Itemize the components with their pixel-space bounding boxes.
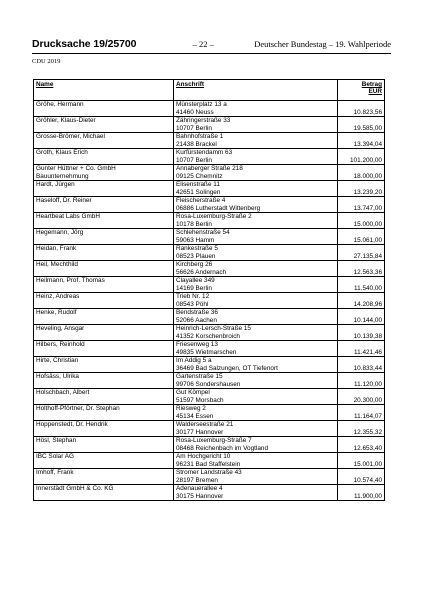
donation-amount: 19.585,00	[338, 117, 385, 133]
donation-amount: 15.061,00	[338, 229, 385, 245]
donor-address-cell	[174, 261, 338, 277]
donor-name: Holschbach, Albert	[36, 389, 90, 396]
table-row	[34, 133, 385, 149]
donor-name-cell	[34, 165, 174, 181]
donor-address-cell	[174, 453, 338, 469]
donation-amount: 10.139,38	[338, 325, 385, 341]
table-row	[34, 293, 385, 309]
donor-name-cell	[34, 469, 174, 485]
table-row	[34, 277, 385, 293]
table-row	[34, 165, 385, 181]
donation-amount: 13.747,00	[338, 197, 385, 213]
donation-amount: 11.164,07	[338, 405, 385, 421]
donor-name: Heartbeat Labs GmbH	[36, 213, 100, 220]
donor-name: IBC Solar AG	[36, 453, 75, 460]
donation-amount: 11.900,00	[338, 485, 385, 501]
address-street: Adenauerallee 4	[176, 485, 223, 492]
donor-name-cell	[34, 357, 174, 373]
donation-amount: 12.355,32	[338, 421, 385, 437]
donor-name: Haseloff, Dr. Reiner	[36, 197, 92, 204]
table-row	[34, 437, 385, 453]
address-city: 30175 Hannover	[176, 492, 224, 500]
donor-name-cell	[34, 485, 174, 501]
address-street: Rankestraße 5	[176, 245, 218, 252]
table-row	[34, 245, 385, 261]
donation-amount: 10.144,00	[338, 309, 385, 325]
address-street: Bendstraße 36	[176, 309, 218, 316]
address-street: Im Addig 5 a	[176, 357, 212, 364]
donor-name: Grosse-Brömer, Michael	[36, 133, 105, 140]
donor-name: Hirte, Christian	[36, 357, 79, 364]
address-city: 51597 Morsbach	[176, 396, 224, 404]
column-header-amount	[338, 80, 385, 101]
address-city: 36469 Bad Salzungen, OT Tiefenort	[176, 364, 278, 372]
donor-name-cell	[34, 261, 174, 277]
table-row	[34, 453, 385, 469]
table-row	[34, 341, 385, 357]
donation-amount: 10.574,40	[338, 469, 385, 485]
donor-address-cell	[174, 213, 338, 229]
donor-name: Hofsäss, Ulrika	[36, 373, 79, 380]
page-header	[32, 38, 391, 52]
address-street: Gartenstraße 15	[176, 373, 223, 380]
donor-name-cell	[34, 149, 174, 165]
donor-name: Gunter Hüttner + Co. GmbH	[36, 165, 116, 172]
address-city: 08523 Plauen	[176, 252, 216, 260]
donor-name: Heilmann, Prof. Thomas	[36, 277, 105, 284]
donor-name: Hardt, Jürgen	[36, 181, 75, 188]
table-row	[34, 181, 385, 197]
donor-address-cell	[174, 389, 338, 405]
donation-amount: 11.421,46	[338, 341, 385, 357]
address-city: 10707 Berlin	[176, 156, 212, 164]
address-street: Fleischerstraße 4	[176, 197, 226, 204]
donation-amount: 18.000,00	[338, 165, 385, 181]
table-row	[34, 373, 385, 389]
address-city: 06886 Lutherstadt Wittenberg	[176, 204, 261, 212]
column-header-address: Anschrift	[174, 80, 338, 101]
address-street: Kurfürstendamm 63	[176, 149, 233, 156]
donor-name-cell	[34, 325, 174, 341]
table-row	[34, 325, 385, 341]
address-city: 21438 Brackel	[176, 140, 217, 148]
donor-address-cell	[174, 117, 338, 133]
donor-address-cell	[174, 197, 338, 213]
address-city: 08543 Pöhl	[176, 300, 209, 308]
address-city: 10707 Berlin	[176, 124, 212, 132]
donor-name-cell	[34, 277, 174, 293]
table-body	[34, 101, 385, 501]
table-row	[34, 149, 385, 165]
address-city: 30177 Hannover	[176, 428, 224, 436]
donor-address-cell	[174, 165, 338, 181]
document-prefix: Drucksache 19/	[32, 38, 108, 50]
donation-amount: 12.563,36	[338, 261, 385, 277]
address-city: 41352 Korschenbroich	[176, 332, 240, 340]
donor-address-cell	[174, 309, 338, 325]
table-row	[34, 469, 385, 485]
donor-address-cell	[174, 405, 338, 421]
donation-amount: 13.394,04	[338, 133, 385, 149]
donor-name: Hoppenstedt, Dr. Hendrik	[36, 421, 108, 428]
address-street: Bahnhofstraße 1	[176, 133, 224, 140]
donor-name-cell	[34, 389, 174, 405]
donation-amount: 20.300,00	[338, 389, 385, 405]
donor-name-cell	[34, 293, 174, 309]
donor-name: Gröhler, Klaus-Dieter	[36, 117, 96, 124]
address-street: Elisenstraße 11	[176, 181, 220, 188]
address-street: Stromer Landstraße 43	[176, 469, 242, 476]
page-number: – 22 –	[192, 39, 214, 49]
address-city: 59063 Hamm	[176, 236, 215, 244]
donor-name-cell	[34, 133, 174, 149]
donor-name: Hegemann, Jörg	[36, 229, 84, 236]
donor-address-cell	[174, 469, 338, 485]
donor-name: Hilbers, Reinhold	[36, 341, 85, 348]
amount-header-line2: EUR	[368, 88, 382, 95]
donor-address-cell	[174, 293, 338, 309]
donation-amount: 10.833,44	[338, 357, 385, 373]
donation-amount: 10.823,56	[338, 101, 385, 117]
table-row	[34, 229, 385, 245]
donor-address-cell	[174, 357, 338, 373]
donor-name-cell	[34, 213, 174, 229]
header-rule	[32, 53, 391, 54]
donor-address-cell	[174, 245, 338, 261]
address-city: 28197 Bremen	[176, 476, 218, 484]
address-street: Kirchberg 26	[176, 261, 213, 268]
address-city: 08468 Reichenbach im Vogtland	[176, 444, 269, 452]
donor-name-cell	[34, 309, 174, 325]
donor-address-cell	[174, 373, 338, 389]
table-row	[34, 261, 385, 277]
donor-name-line2: Bauunternehmung	[36, 172, 89, 180]
address-city: 56626 Andernach	[176, 268, 227, 276]
table-row	[34, 389, 385, 405]
address-city: 41460 Neuss	[176, 108, 214, 116]
donor-address-cell	[174, 277, 338, 293]
donor-address-cell	[174, 341, 338, 357]
column-header-name: Name	[34, 80, 174, 101]
document-id	[32, 38, 136, 50]
document-number: 25700	[107, 38, 137, 50]
address-city: 10178 Berlin	[176, 220, 212, 228]
table-row	[34, 213, 385, 229]
amount-header-line1: Betrag	[361, 81, 382, 88]
donor-name: Groth, Klaus Erich	[36, 149, 88, 156]
donor-address-cell	[174, 325, 338, 341]
party-year-label: CDU 2019	[32, 58, 61, 65]
table-row	[34, 405, 385, 421]
table-row	[34, 485, 385, 501]
donor-name-cell	[34, 373, 174, 389]
table-row	[34, 309, 385, 325]
table-row	[34, 421, 385, 437]
address-city: 49835 Wietmarschen	[176, 348, 237, 356]
donation-amount: 27.135,84	[338, 245, 385, 261]
address-street: Rosa-Luxemburg-Straße 7	[176, 437, 252, 444]
donation-amount: 15.000,00	[338, 213, 385, 229]
donor-name-cell	[34, 437, 174, 453]
address-street: Clayallee 349	[176, 277, 215, 284]
donor-address-cell	[174, 421, 338, 437]
donor-address-cell	[174, 181, 338, 197]
donor-address-cell	[174, 101, 338, 117]
address-street: Am Hochgericht 10	[176, 453, 231, 460]
address-street: Friesenweg 13	[176, 341, 218, 348]
donor-name: Henke, Rudolf	[36, 309, 77, 316]
donor-name-cell	[34, 181, 174, 197]
table-row	[34, 197, 385, 213]
address-city: 09125 Chemnitz	[176, 172, 223, 180]
donor-name-cell	[34, 341, 174, 357]
address-city: 96231 Bad Staffelstein	[176, 460, 241, 468]
issuer-label: Deutscher Bundestag – 19. Wahlperiode	[254, 39, 391, 49]
address-street: Walderseestraße 21	[176, 421, 234, 428]
donor-name-cell	[34, 453, 174, 469]
donor-address-cell	[174, 485, 338, 501]
address-city: 45134 Essen	[176, 412, 214, 420]
address-street: Rosa-Luxemburg-Straße 2	[176, 213, 252, 220]
address-city: 42651 Solingen	[176, 188, 221, 196]
address-city: 99706 Sondershausen	[176, 380, 241, 388]
donor-name-cell	[34, 245, 174, 261]
donor-name-cell	[34, 101, 174, 117]
table-row	[34, 101, 385, 117]
address-street: Riesweg 2	[176, 405, 206, 412]
address-street: Zähringerstraße 33	[176, 117, 231, 124]
address-street: Trieb Nr. 12	[176, 293, 210, 300]
donation-amount: 11.120,00	[338, 373, 385, 389]
donor-name: Heveling, Ansgar	[36, 325, 85, 332]
donor-name: Imhoff, Frank	[36, 469, 74, 476]
address-street: Annaberger Straße 218	[176, 165, 243, 172]
donor-name: Heil, Mechthild	[36, 261, 78, 268]
donor-name: Innerstädt GmbH & Co. KG	[36, 485, 114, 492]
address-city: 52066 Aachen	[176, 316, 217, 324]
address-street: Schlehenstraße 54	[176, 229, 230, 236]
donation-amount: 15.001,00	[338, 453, 385, 469]
donor-address-cell	[174, 133, 338, 149]
address-street: Heinrich-Lersch-Straße 15	[176, 325, 251, 332]
donor-name: Hösl, Stephan	[36, 437, 77, 444]
donor-name: Heinz, Andreas	[36, 293, 80, 300]
donation-amount: 13.239,20	[338, 181, 385, 197]
address-street: Münsterplatz 13 a	[176, 101, 227, 108]
donation-amount: 101.200,00	[338, 149, 385, 165]
donor-name-cell	[34, 229, 174, 245]
donor-name: Heidan, Frank	[36, 245, 77, 252]
table-header-row	[34, 80, 385, 101]
donor-name-cell	[34, 117, 174, 133]
donor-name: Holthoff-Pförtner, Dr. Stephan	[36, 405, 120, 412]
donor-name-cell	[34, 421, 174, 437]
donor-address-cell	[174, 229, 338, 245]
table-row	[34, 357, 385, 373]
donor-name: Gröhe, Hermann	[36, 101, 84, 108]
donation-amount: 11.540,00	[338, 277, 385, 293]
donor-name-cell	[34, 405, 174, 421]
donation-amount: 12.653,40	[338, 437, 385, 453]
address-street: Gut Kömpel	[176, 389, 210, 396]
donor-address-cell	[174, 149, 338, 165]
table-row	[34, 117, 385, 133]
donor-address-cell	[174, 437, 338, 453]
donations-table	[33, 79, 385, 501]
donor-name-cell	[34, 197, 174, 213]
address-city: 14169 Berlin	[176, 284, 212, 292]
donation-amount: 14.208,96	[338, 293, 385, 309]
